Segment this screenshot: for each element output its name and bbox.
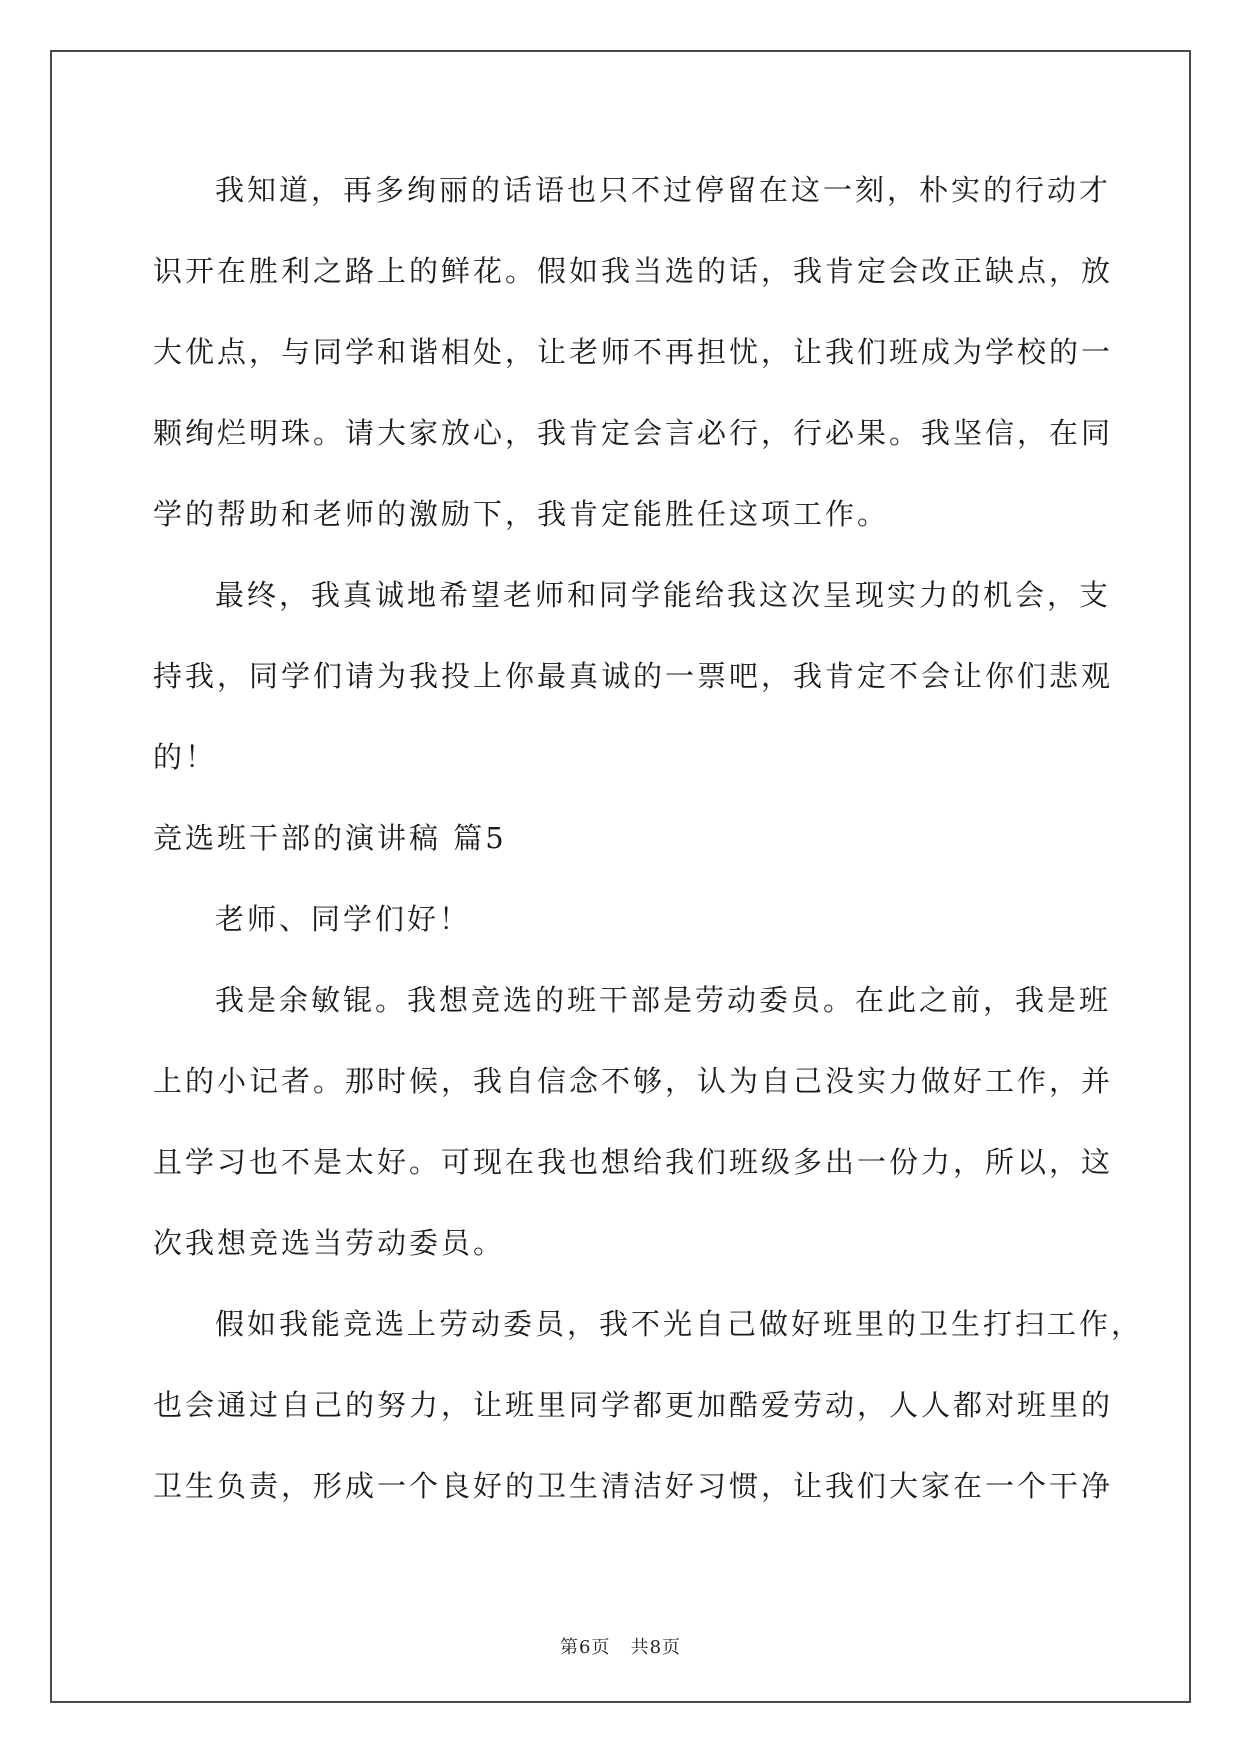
paragraph [153,1284,1144,1527]
paragraph [153,960,1114,1284]
page-total: 共8页 [630,1637,682,1658]
document-body [153,150,1144,1527]
text-line: 学的帮助和老师的激励下，我肯定能胜任这项工作。 [153,497,890,531]
paragraph [153,555,1114,798]
text-line: 颗绚烂明珠。请大家放心，我肯定会言必行，行必果。我坚信，在同 [153,416,1114,450]
text-line: 我是余敏锟。我想竞选的班干部是劳动委员。在此之前，我是班 [215,983,1112,1017]
text-line: 的！ [153,740,218,774]
text-line: 假如我能竞选上劳动委员，我不光自己做好班里的卫生打扫工作， [215,1307,1144,1341]
paragraph [153,150,1114,555]
text-line: 识开在胜利之路上的鲜花。假如我当选的话，我肯定会改正缺点，放 [153,254,1114,288]
text-line: 次我想竞选当劳动委员。 [153,1226,506,1260]
text-line: 老师、同学们好！ [215,902,472,936]
paragraph [153,879,1093,960]
page-footer [0,1633,1241,1659]
text-line: 最终，我真诚地希望老师和同学能给我这次呈现实力的机会，支 [215,578,1112,612]
text-line: 且学习也不是太好。可现在我也想给我们班级多出一份力，所以，这 [153,1145,1114,1179]
section-heading [153,798,1093,879]
text-line: 上的小记者。那时候，我自信念不够，认为自己没实力做好工作，并 [153,1064,1114,1098]
text-line: 也会通过自己的努力，让班里同学都更加酷爱劳动，人人都对班里的 [153,1388,1114,1422]
text-line: 持我，同学们请为我投上你最真诚的一票吧，我肯定不会让你们悲观 [153,659,1114,693]
text-line: 我知道，再多绚丽的话语也只不过停留在这一刻，朴实的行动才 [215,173,1112,207]
text-line: 大优点，与同学和谐相处，让老师不再担忧，让我们班成为学校的一 [153,335,1114,369]
heading-line: 竞选班干部的演讲稿 篇5 [153,821,507,855]
page-number: 第6页 [559,1637,611,1658]
text-line: 卫生负责，形成一个良好的卫生清洁好习惯，让我们大家在一个干净 [153,1469,1114,1503]
